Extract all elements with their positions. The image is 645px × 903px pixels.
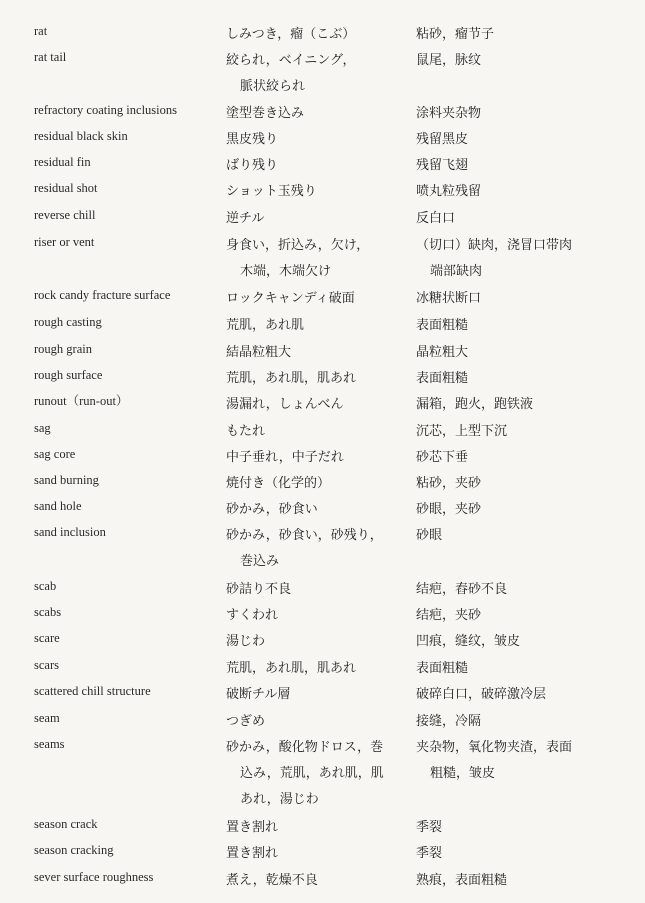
japanese-term xyxy=(226,815,278,841)
chinese-term-line: 熟痕，表面粗糙 xyxy=(416,873,508,888)
chinese-term xyxy=(416,340,468,366)
glossary-entry xyxy=(0,313,645,339)
english-term: rat tail xyxy=(34,50,67,64)
chinese-term xyxy=(416,233,572,285)
chinese-term-line: 季裂 xyxy=(416,820,443,835)
chinese-term xyxy=(416,419,507,445)
japanese-term xyxy=(226,179,317,205)
english-term: seam xyxy=(34,711,60,725)
japanese-term xyxy=(226,286,355,312)
english-term: rough casting xyxy=(34,315,102,329)
chinese-term xyxy=(416,392,533,418)
chinese-term-line: 接缝，冷隔 xyxy=(416,714,482,729)
english-term: rough surface xyxy=(34,368,103,382)
japanese-term xyxy=(226,577,291,603)
english-term: residual shot xyxy=(34,181,98,195)
glossary-entry xyxy=(0,577,645,603)
japanese-term-line: 砂かみ，砂食い xyxy=(226,502,318,517)
japanese-term-line: 逆チル xyxy=(226,211,265,226)
english-term: scab xyxy=(34,579,57,593)
glossary-entry xyxy=(0,101,645,127)
chinese-term xyxy=(416,629,520,655)
japanese-term xyxy=(226,127,278,153)
japanese-term-line: 焼付き（化学的） xyxy=(226,476,331,491)
japanese-term-line: 荒肌，あれ肌，肌あれ xyxy=(226,661,357,676)
chinese-term-line: 沉芯，上型下沉 xyxy=(416,424,508,439)
chinese-term-line: 粘砂，夹砂 xyxy=(416,476,482,491)
glossary-entry xyxy=(0,392,645,418)
chinese-term-line: 残留黑皮 xyxy=(416,132,469,147)
glossary-entry xyxy=(0,603,645,629)
chinese-term xyxy=(416,22,494,48)
chinese-term xyxy=(416,577,507,603)
japanese-term xyxy=(226,48,355,100)
chinese-term xyxy=(416,868,507,894)
japanese-term xyxy=(226,497,318,523)
english-term: season crack xyxy=(34,817,98,831)
japanese-term-line: 身食い，折込み，欠け， xyxy=(226,238,370,253)
japanese-term-line: 絞られ，ベイニング， xyxy=(226,53,356,68)
glossary-entry xyxy=(0,841,645,867)
glossary-entry xyxy=(0,815,645,841)
glossary-entry xyxy=(0,22,645,48)
chinese-term xyxy=(416,709,481,735)
chinese-term xyxy=(416,735,572,787)
chinese-term xyxy=(416,127,468,153)
japanese-term xyxy=(226,445,344,471)
japanese-term-line: 荒肌，あれ肌 xyxy=(226,318,305,333)
chinese-term-line: 表面粗糙 xyxy=(416,318,469,333)
chinese-term-line: 砂眼，夹砂 xyxy=(416,502,482,517)
chinese-term xyxy=(416,841,442,867)
japanese-term-line: 砂詰り不良 xyxy=(226,582,292,597)
japanese-term-line: 込み，荒肌，あれ肌，肌 xyxy=(240,766,384,781)
english-term: residual fin xyxy=(34,155,91,169)
english-term: sand inclusion xyxy=(34,525,106,539)
glossary-entry xyxy=(0,366,645,392)
japanese-term xyxy=(226,682,290,708)
english-term: sag xyxy=(34,421,51,435)
chinese-term xyxy=(416,366,468,392)
chinese-term-line: 表面粗糙 xyxy=(416,371,469,386)
glossary-entry xyxy=(0,445,645,471)
english-term: scabs xyxy=(34,605,62,619)
chinese-term xyxy=(416,179,481,205)
japanese-term xyxy=(226,153,278,179)
japanese-term-line: 塗型巻き込み xyxy=(226,106,305,121)
japanese-term xyxy=(226,313,304,339)
glossary-entry xyxy=(0,868,645,894)
english-term: refractory coating inclusions xyxy=(34,103,178,117)
glossary-entry xyxy=(0,233,645,279)
chinese-term-line: 季裂 xyxy=(416,846,443,861)
chinese-term xyxy=(416,206,455,232)
english-term: rock candy fracture surface xyxy=(34,288,171,302)
japanese-term xyxy=(226,392,344,418)
glossary-entry xyxy=(0,471,645,497)
japanese-term-line: 破断チル層 xyxy=(226,687,291,702)
japanese-term-line: 荒肌，あれ肌，肌あれ xyxy=(226,371,357,386)
chinese-term-line: 粗糙，皱皮 xyxy=(430,766,496,781)
chinese-term-line: 漏箱，跑火，跑铁液 xyxy=(416,397,534,412)
chinese-term xyxy=(416,471,481,497)
english-term: sag core xyxy=(34,447,76,461)
japanese-term-line: 中子垂れ，中子だれ xyxy=(226,450,344,465)
english-term: sand hole xyxy=(34,499,82,513)
japanese-term xyxy=(226,868,318,894)
japanese-term-line: あれ，湯じわ xyxy=(240,792,319,807)
japanese-term xyxy=(226,366,356,392)
chinese-term xyxy=(416,286,481,312)
glossary-entry xyxy=(0,419,645,445)
japanese-term-line: ばり残り xyxy=(226,158,279,173)
english-term: seams xyxy=(34,737,65,751)
glossary-entry xyxy=(0,629,645,655)
japanese-term-line: すくわれ xyxy=(226,608,279,623)
chinese-term xyxy=(416,48,481,74)
japanese-term xyxy=(226,233,369,285)
chinese-term xyxy=(416,313,468,339)
glossary-entry xyxy=(0,497,645,523)
japanese-term-line: もたれ xyxy=(226,424,266,439)
japanese-term-line: 砂かみ，酸化物ドロス，巻 xyxy=(226,740,384,755)
japanese-term-line: つぎめ xyxy=(226,714,266,729)
english-term: riser or vent xyxy=(34,235,95,249)
japanese-term xyxy=(226,841,278,867)
chinese-term-line: 端部缺肉 xyxy=(430,264,483,279)
chinese-term-line: 粘砂，瘤节子 xyxy=(416,27,495,42)
japanese-term xyxy=(226,101,304,127)
chinese-term-line: 凹痕，缝纹，皱皮 xyxy=(416,634,521,649)
chinese-term xyxy=(416,815,442,841)
chinese-term-line: 冰糖状断口 xyxy=(416,291,482,306)
english-term: runout（run-out） xyxy=(34,394,129,408)
japanese-term-line: 置き割れ xyxy=(226,820,279,835)
japanese-term xyxy=(226,340,291,366)
chinese-term-line: 反白口 xyxy=(416,211,456,226)
english-term: sand burning xyxy=(34,473,99,487)
chinese-term xyxy=(416,523,442,549)
glossary-entry xyxy=(0,286,645,312)
chinese-term xyxy=(416,445,468,471)
glossary-entry xyxy=(0,153,645,179)
japanese-term xyxy=(226,735,384,813)
japanese-term-line: 置き割れ xyxy=(226,846,279,861)
japanese-term-line: ショット玉残り xyxy=(226,184,317,199)
chinese-term-line: 结疤，夹砂 xyxy=(416,608,482,623)
glossary-entry xyxy=(0,735,645,807)
chinese-term xyxy=(416,603,481,629)
english-term: rat xyxy=(34,24,48,38)
japanese-term xyxy=(226,523,383,575)
glossary-entry xyxy=(0,127,645,153)
japanese-term xyxy=(226,206,264,232)
chinese-term-line: 砂眼 xyxy=(416,528,443,543)
chinese-term-line: 鼠尾，脉纹 xyxy=(416,53,482,68)
japanese-term xyxy=(226,419,265,445)
english-term: sever surface roughness xyxy=(34,870,154,884)
chinese-term xyxy=(416,497,481,523)
glossary-entry xyxy=(0,206,645,232)
chinese-term-line: （切口）缺肉，浇冒口带肉 xyxy=(416,238,573,253)
japanese-term xyxy=(226,471,330,497)
glossary-entry xyxy=(0,340,645,366)
chinese-term-line: 涂料夹杂物 xyxy=(416,106,482,121)
english-term: rough grain xyxy=(34,342,92,356)
chinese-term xyxy=(416,101,481,127)
japanese-term xyxy=(226,656,356,682)
japanese-term-line: 湯じわ xyxy=(226,634,266,649)
glossary-entry xyxy=(0,709,645,735)
chinese-term xyxy=(416,656,468,682)
chinese-term-line: 喷丸粒残留 xyxy=(416,184,482,199)
japanese-term-line: しみつき，瘤（こぶ） xyxy=(226,27,356,42)
chinese-term xyxy=(416,682,546,708)
chinese-term-line: 夹杂物，氧化物夹渣，表面 xyxy=(416,740,573,755)
japanese-term-line: 黒皮残り xyxy=(226,132,279,147)
chinese-term-line: 破碎白口，破碎激冷层 xyxy=(416,687,547,702)
chinese-term-line: 晶粒粗大 xyxy=(416,345,469,360)
japanese-term-line: 砂かみ，砂食い，砂残り， xyxy=(226,528,383,543)
japanese-term xyxy=(226,709,265,735)
chinese-term xyxy=(416,153,468,179)
chinese-term-line: 残留飞翅 xyxy=(416,158,469,173)
japanese-term-line: 煮え，乾燥不良 xyxy=(226,873,318,888)
english-term: reverse chill xyxy=(34,208,96,222)
japanese-term xyxy=(226,603,278,629)
japanese-term-line: 木端，木端欠け xyxy=(240,264,332,279)
glossary-entry xyxy=(0,179,645,205)
japanese-term xyxy=(226,629,265,655)
japanese-term-line: ロックキャンディ破面 xyxy=(226,291,355,306)
japanese-term xyxy=(226,22,355,48)
english-term: scars xyxy=(34,658,59,672)
japanese-term-line: 湯漏れ，しょんべん xyxy=(226,397,344,412)
glossary-entry xyxy=(0,656,645,682)
english-term: scattered chill structure xyxy=(34,684,151,698)
japanese-term-line: 結晶粒粗大 xyxy=(226,345,292,360)
chinese-term-line: 结疤，舂砂不良 xyxy=(416,582,508,597)
glossary-entry xyxy=(0,682,645,708)
japanese-term-line: 巻込み xyxy=(240,554,280,569)
chinese-term-line: 砂芯下垂 xyxy=(416,450,469,465)
english-term: scare xyxy=(34,631,60,645)
english-term: season cracking xyxy=(34,843,114,857)
glossary-entry xyxy=(0,523,645,569)
japanese-term-line: 脈状絞られ xyxy=(240,79,306,94)
chinese-term-line: 表面粗糙 xyxy=(416,661,469,676)
english-term: residual black skin xyxy=(34,129,128,143)
glossary-entry xyxy=(0,48,645,94)
